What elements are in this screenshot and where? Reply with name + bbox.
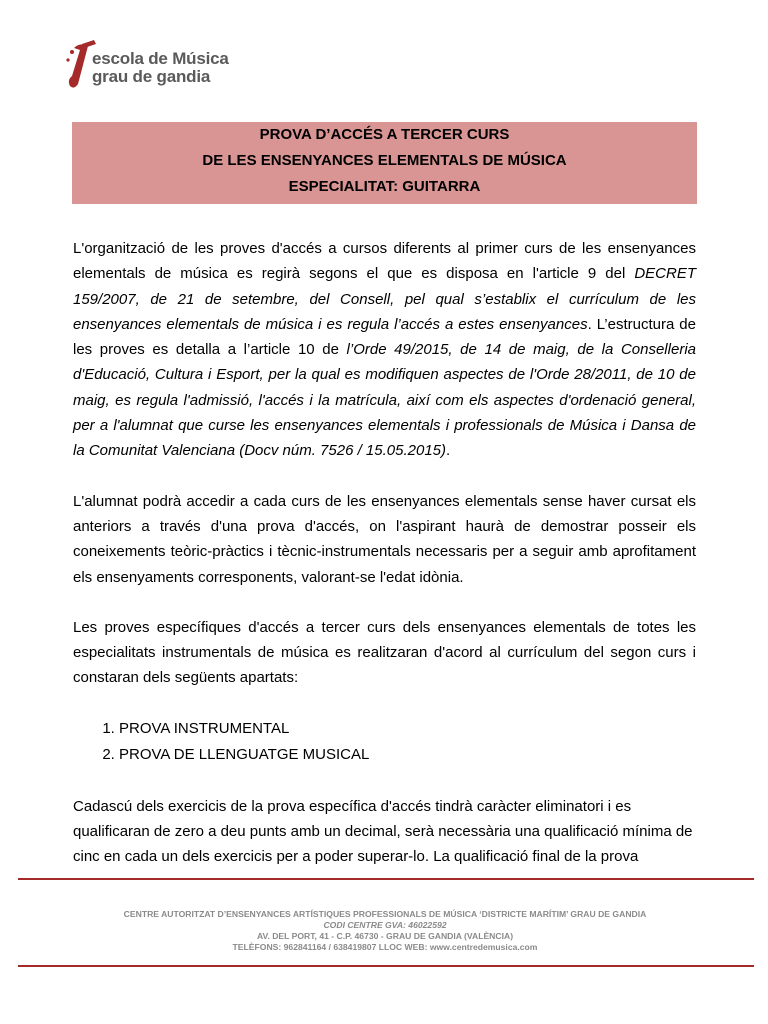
order-citation: l’Orde 49/2015, de 14 de maig, de la Conselleria d'Educació, Cultura i Esport, per la qual es modifiquen aspectes de l'Orde 28/2011, de 10 de maig, es regula l'admissió, l'accés i la matrícula, així com els aspectes d'ordenació general, per a l'alumnat que curse les ensenyances elementals i professionals de Música i Dansa de la Comunitat Valenciana (Docv núm. 7526 / 15.05.2015): [73, 341, 696, 460]
paragraph-3: Les proves específiques d'accés a tercer curs dels ensenyances elementals de totes les especialitats instrumentals de música es realitzaran d'acord al currículum del segon curs i constaran dels següents apartats:: [73, 618, 696, 687]
title-line1: PROVA D’ACCÉS A TERCER CURS: [259, 126, 510, 143]
logo-text-line2: grau de gandia: [92, 67, 211, 86]
paragraph-1-text-a: L'organització de les proves d'accés a cursos diferents al primer curs de les ensenyances elementals de música es regirà segons el que es disposa en l'article 9 del: [73, 240, 696, 283]
school-logo: [66, 40, 266, 96]
footer-center-name: CENTRE AUTORITZAT D’ENSENYANCES ARTÍSTIQUES PROFESSIONALS DE MÚSICA ‘DISTRICTE MARÍTIM’ GRAU DE GANDIA: [123, 909, 647, 919]
paragraph-1-text-e: .: [446, 442, 451, 460]
paragraph-1: [73, 236, 696, 464]
footer-address: AV. DEL PORT, 41 - C.P. 46730 - GRAU DE GANDIA (VALÈNCIA): [256, 931, 514, 941]
exam-parts-list: [73, 716, 696, 768]
page-footer: [80, 909, 690, 953]
footer-rule-top: [18, 878, 754, 880]
paragraph-1-text-c: . L’estructura de les proves es detalla a l’article 10 de: [73, 315, 696, 359]
paragraph-2: L'alumnat podrà accedir a cada curs de les ensenyances elementals sense haver cursat els anteriors a través d'una prova d'accés, on l'aspirant haurà de demostrar posseir els coneixements teòric-pràctics i tècnic-instrumentals necessaris per a seguir amb aprofitament els ensenyaments corresponents, valorant-se l'edat idònia.: [73, 492, 696, 586]
paragraph-4: Cadascú dels exercicis de la prova específica d'accés tindrà caràcter eliminatori i es qualificaran de zero a deu punts amb un decimal, serà necessària una qualificació mínima de cinc en cada un dels exercicis per a poder superar-lo. La qualificació final de la prova: [73, 797, 693, 866]
footer-rule-bottom: [18, 965, 754, 967]
list-item: 2. PROVA DE LLENGUATGE MUSICAL: [119, 742, 696, 768]
decree-citation: DECRET 159/2007, de 21 de setembre, del Consell, pel qual s’establix el currículum de les ensenyances elementals de música i es regula l’accés a estes ensenyances: [73, 265, 696, 333]
footer-contact: TELÈFONS: 962841164 / 638419807 LLOC WEB: www.centredemusica.com: [232, 942, 538, 952]
title-line3: ESPECIALITAT: GUITARRA: [288, 178, 481, 195]
logo-text-line1: escola de Música: [92, 49, 229, 68]
title-banner: [72, 122, 697, 204]
title-line2: DE LES ENSENYANCES ELEMENTALS DE MÚSICA: [202, 152, 567, 169]
document-body: [73, 236, 696, 870]
footer-center-code: CODI CENTRE GVA: 46022592: [323, 920, 447, 930]
list-item: 1. PROVA INSTRUMENTAL: [119, 716, 696, 742]
